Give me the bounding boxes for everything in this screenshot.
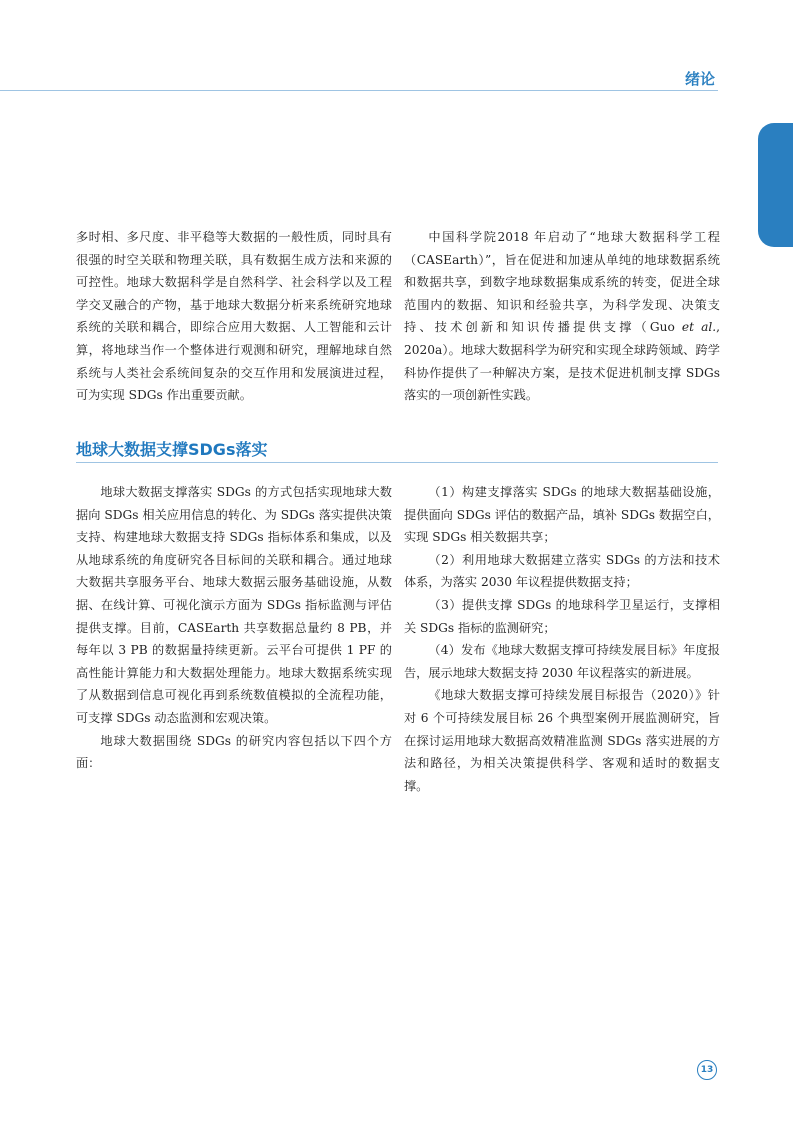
et-al-text: et al. [681,320,717,335]
section-title: 地球大数据支撑SDGs落实 [76,440,268,459]
section-left-column [76,481,392,775]
list-item: （1）构建支撑落实 SDGs 的地球大数据基础设施，提供面向 SDGs 评估的数据产品，填补 SDGs 数据空白，实现 SDGs 相关数据共享； [404,485,720,545]
section-left-paragraph: 地球大数据支撑落实 SDGs 的方式包括实现地球大数据向 SDGs 相关应用信息的转化、为 SDGs 落实提供决策支持、构建地球大数据支持 SDGs 指标体系和集成，以及从地球系统的角度研究各目标间的关联和耦合。通过地球大数据共享服务平台、地球大数据云服务基础设施，从数据、在线计算、可视化演示方面为 SDGs 指标监测与评估提供支撑。目前，CASEarth 共享数据总量约 8 PB，并每年以 3 PB 的数据量持续更新。云平台可提供 1 PF 的高性能计算能力和大数据处理能力。地球大数据系统实现了从数据到信息可视化再到系统数值模拟的全流程功能，可支撑 SDGs 动态监测和宏观决策。 [76,485,392,725]
top-right-column [404,226,720,407]
top-left-column [76,226,392,407]
top-left-paragraph: 多时相、多尺度、非平稳等大数据的一般性质，同时具有很强的时空关联和物理关联，具有数据生成方法和来源的可控性。地球大数据科学是自然科学、社会科学以及工程学交叉融合的产物，基于地球大数据分析来系统研究地球系统的关联和耦合，即综合应用大数据、人工智能和云计算，将地球当作一个整体进行观测和研究，理解地球自然系统与人类社会系统间复杂的交互作用和发展演进过程，可为实现 SDGs 作出重要贡献。 [76,230,392,403]
chapter-label: 绪论 [684,70,715,88]
top-right-text-1: 中国科学院2018 年启动了“地球大数据科学工程（CASEarth）”，旨在促进和加速从单纯的地球数据系统和数据共享，到数字地球数据集成系统的转变，促进全球范围内的数据、知识和经验共享，为科学发现、决策支持、技术创新和知识传播提供支撑（Guo [404,230,720,335]
list-item: （2）利用地球大数据建立落实 SDGs 的方法和技术体系，为落实 2030 年议程提供数据支持； [404,552,720,590]
list-item: （3）提供支撑 SDGs 的地球科学卫星运行，支撑相关 SDGs 指标的监测研究； [404,597,720,635]
top-right-paragraph [404,226,720,407]
section-divider [76,462,718,463]
page-number: 13 [697,1060,717,1080]
list-item: （4）发布《地球大数据支撑可持续发展目标》年度报告，展示地球大数据支持 2030 年议程落实的新进展。 [404,643,720,680]
section-left-paragraph: 地球大数据围绕 SDGs 的研究内容包括以下四个方面： [76,733,392,771]
header-divider [0,90,718,91]
chapter-side-tab [758,123,793,247]
top-right-text-2: , 2020a）。地球大数据科学为研究和实现全球跨领域、跨学科协作提供了一种解决方案，是技术促进机制支撑 SDGs 落实的一项创新性实践。 [404,320,721,403]
section-right-paragraph: 《地球大数据支撑可持续发展目标报告（2020）》针对 6 个可持续发展目标 26 个典型案例开展监测研究，旨在探讨运用地球大数据高效精准监测 SDGs 落实进展的方法和路径，为相关决策提供科学、客观和适时的数据支撑。 [404,688,720,793]
section-right-column [404,481,720,797]
